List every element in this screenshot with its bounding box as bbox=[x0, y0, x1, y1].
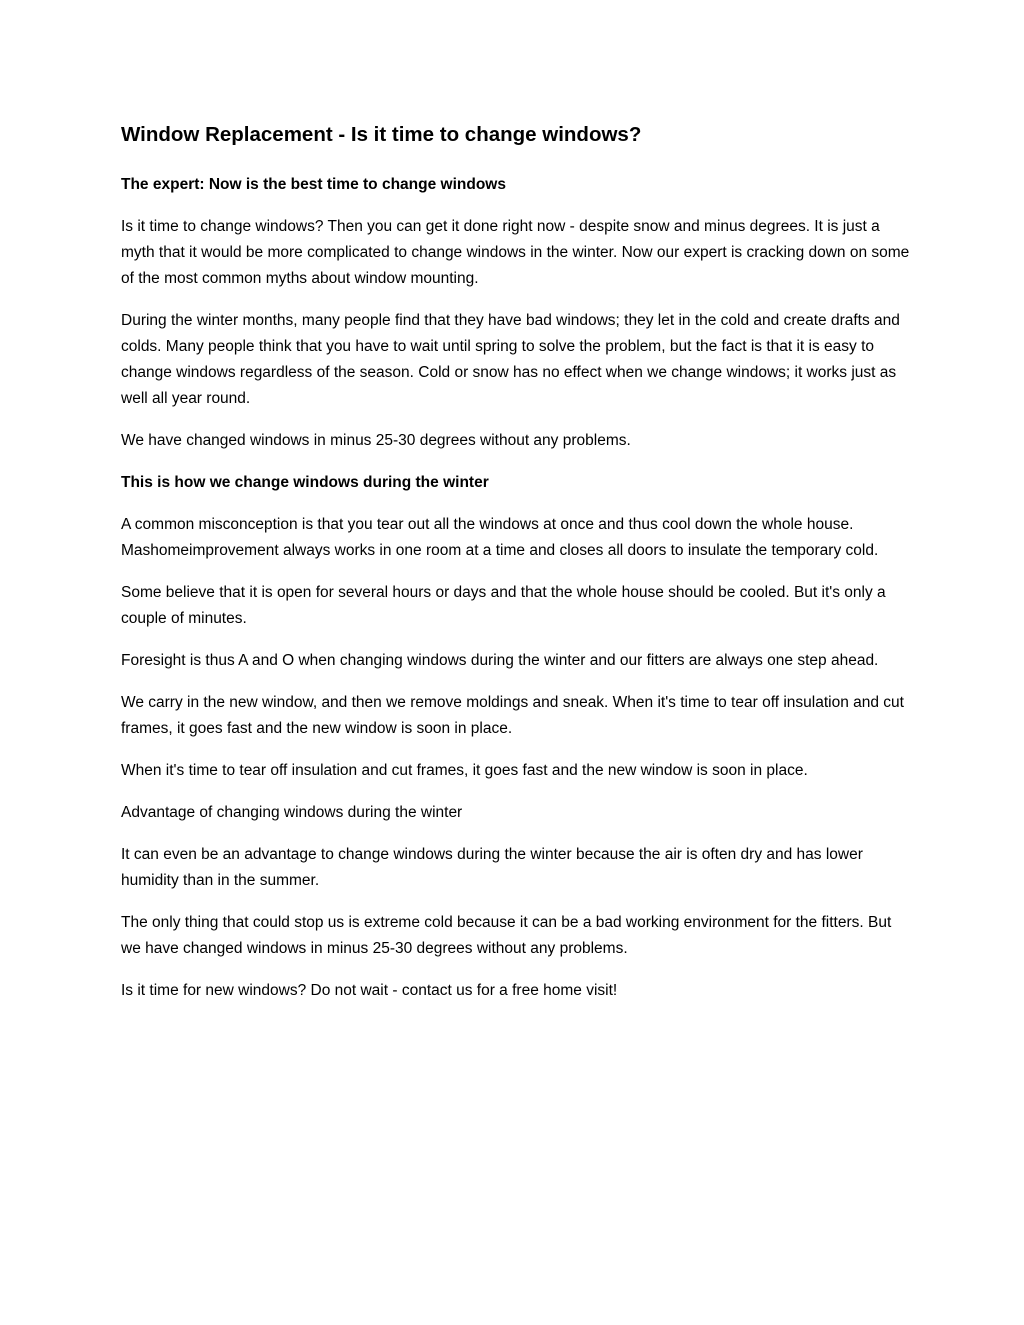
document-page bbox=[121, 120, 911, 1020]
paragraph-carry-in: We carry in the new window, and then we remove moldings and sneak. When it's time to tear off insulation and cut frames, it goes fast and the new window is soon in place. bbox=[121, 694, 904, 737]
paragraph-extreme-cold: The only thing that could stop us is extreme cold because it can be a bad working environment for the fitters. But we have changed windows in minus 25-30 degrees without any problems. bbox=[121, 914, 892, 957]
paragraph-tear-off: When it's time to tear off insulation and cut frames, it goes fast and the new window is soon in place. bbox=[121, 762, 808, 779]
paragraph-call-to-action: Is it time for new windows? Do not wait - contact us for a free home visit! bbox=[121, 982, 618, 999]
paragraph-advantage-heading: Advantage of changing windows during the winter bbox=[121, 804, 463, 821]
paragraph-winter-months: During the winter months, many people find that they have bad windows; they let in the cold and create drafts and colds. Many people think that you have to wait until spring to solve the problem, but the fact is that it is easy to change windows regardless of the season. Cold or snow has no effect when we change windows; it works just as well all year round. bbox=[121, 312, 900, 407]
paragraph-open-hours: Some believe that it is open for several hours or days and that the whole house should be cooled. But it's only a couple of minutes. bbox=[121, 584, 886, 627]
paragraph-minus-degrees: We have changed windows in minus 25-30 degrees without any problems. bbox=[121, 432, 631, 449]
paragraph-intro: Is it time to change windows? Then you can get it done right now - despite snow and minus degrees. It is just a myth that it would be more complicated to change windows in the winter. Now our expert is cracking down on some of the most common myths about window mounting. bbox=[121, 218, 910, 287]
paragraph-foresight: Foresight is thus A and O when changing windows during the winter and our fitters are always one step ahead. bbox=[121, 652, 879, 669]
paragraph-misconception: A common misconception is that you tear out all the windows at once and thus cool down the whole house. Mashomeimprovement always works in one room at a time and closes all doors to insulate the temporary cold. bbox=[121, 516, 879, 559]
document-title: Window Replacement - Is it time to change windows? bbox=[121, 123, 642, 146]
paragraph-advantage: It can even be an advantage to change windows during the winter because the air is often dry and has lower humidity than in the summer. bbox=[121, 846, 863, 889]
subheading-expert: The expert: Now is the best time to change windows bbox=[121, 176, 506, 193]
subheading-how-we-change: This is how we change windows during the winter bbox=[121, 474, 489, 491]
